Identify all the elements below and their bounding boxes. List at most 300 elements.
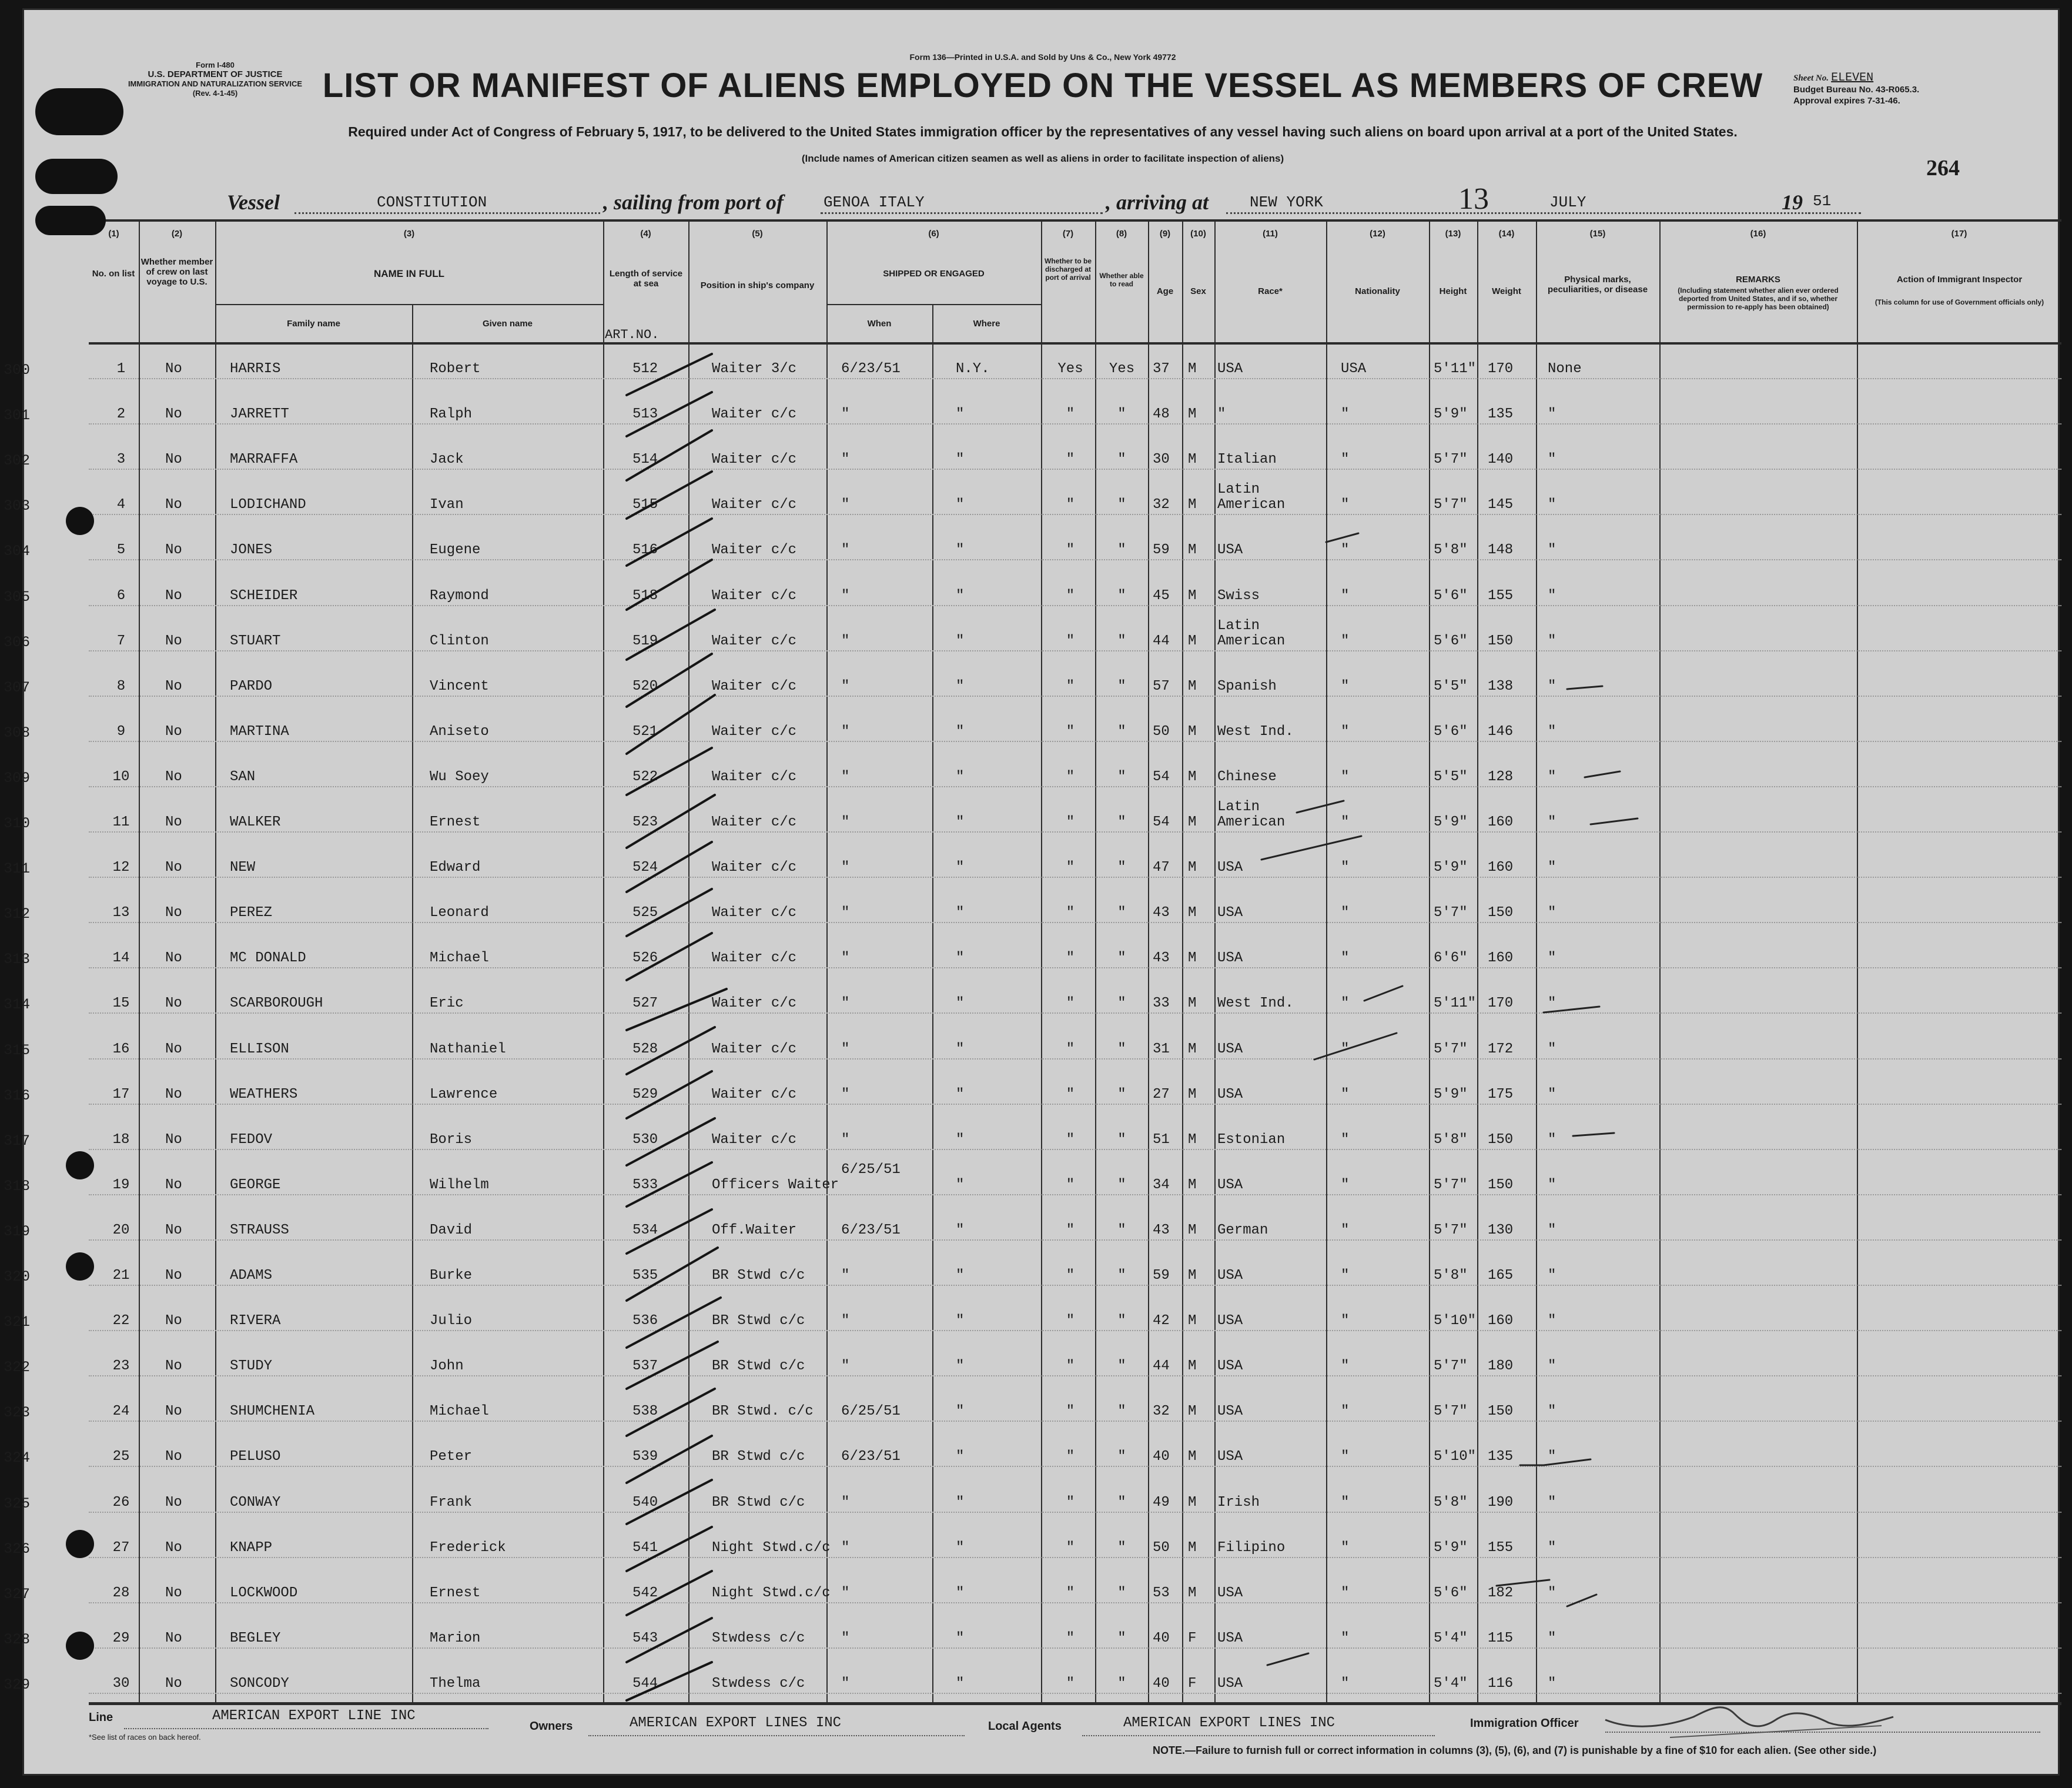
- annotation-marks: [1214, 342, 1685, 1706]
- cell-ref: 312: [4, 905, 31, 923]
- cell-sex: M: [1188, 1177, 1197, 1193]
- cell-sex: M: [1188, 633, 1197, 649]
- cell-family: GEORGE: [230, 1177, 281, 1193]
- cell-age: 44: [1153, 633, 1170, 649]
- cell-weight: 150: [1488, 633, 1514, 649]
- cell-age: 44: [1153, 1358, 1170, 1375]
- cell-family: FEDOV: [230, 1131, 273, 1148]
- cell-read: ": [1117, 768, 1126, 785]
- manifest-sheet: [4, 8, 2060, 1776]
- cell-read: ": [1117, 1449, 1126, 1465]
- cell-age: 40: [1153, 1630, 1170, 1646]
- cell-height: 5'5": [1434, 768, 1468, 785]
- arrival-month: JULY: [1549, 193, 1586, 211]
- cell-age: 42: [1153, 1313, 1170, 1329]
- cell-given: Michael: [430, 950, 489, 967]
- cell-no: 30: [112, 1675, 130, 1692]
- table-row: [4, 387, 2061, 433]
- cell-marks: ": [1548, 1313, 1556, 1329]
- cell-given: Raymond: [430, 587, 489, 604]
- cell-height: 5'8": [1434, 1131, 1468, 1148]
- cell-when: ": [841, 905, 850, 921]
- cell-sex: M: [1188, 1539, 1197, 1556]
- cell-last: No: [165, 587, 182, 604]
- cell-when: ": [841, 1131, 850, 1148]
- cell-height: 5'7": [1434, 1403, 1468, 1420]
- cell-last: No: [165, 361, 182, 377]
- cell-no: 29: [112, 1630, 130, 1646]
- cell-read: ": [1117, 1041, 1126, 1057]
- cell-no: 8: [116, 678, 126, 694]
- cell-art: 537: [632, 1358, 658, 1375]
- cell-marks: ": [1548, 542, 1556, 559]
- cell-marks: ": [1548, 1630, 1556, 1646]
- cell-nat: ": [1341, 1131, 1350, 1148]
- cell-ref: 328: [4, 1630, 31, 1648]
- cell-pos: Officers Waiter: [712, 1177, 839, 1193]
- cell-race: Latin American: [1217, 799, 1286, 831]
- cell-pos: Waiter 3/c: [712, 361, 797, 377]
- col-num-5: (5): [752, 229, 763, 239]
- cell-last: No: [165, 406, 182, 423]
- cell-race: USA: [1217, 1358, 1243, 1375]
- page-number: 264: [1926, 156, 1960, 181]
- cell-given: Boris: [430, 1131, 473, 1148]
- table-row: [4, 931, 2061, 977]
- header-given-name: Given name: [482, 319, 533, 329]
- cell-height: 5'6": [1434, 633, 1468, 649]
- cell-sex: M: [1188, 452, 1197, 468]
- cell-no: 18: [112, 1131, 130, 1148]
- approval-expiry: Approval expires 7-31-46.: [1793, 96, 1900, 106]
- cell-disch: ": [1066, 995, 1075, 1012]
- cell-nat: ": [1341, 452, 1350, 468]
- table-row: [4, 660, 2061, 705]
- cell-nat: ": [1341, 1494, 1350, 1510]
- table-row: [4, 1294, 2061, 1339]
- cell-ref: 326: [4, 1540, 31, 1558]
- cell-no: 13: [112, 905, 130, 921]
- cell-family: LODICHAND: [230, 497, 306, 513]
- budget-bureau: Budget Bureau No. 43-R065.3.: [1793, 85, 1920, 95]
- cell-nat: ": [1341, 860, 1350, 876]
- cell-where: N.Y.: [956, 361, 990, 377]
- header-art-no: ART.NO.: [605, 327, 660, 342]
- cell-given: Eugene: [430, 542, 481, 559]
- officer-signature: [1599, 1685, 1905, 1749]
- table-row: [4, 1022, 2061, 1068]
- cell-family: PELUSO: [230, 1449, 281, 1465]
- cell-art: 526: [632, 950, 658, 967]
- cell-family: BEGLEY: [230, 1630, 281, 1646]
- header-inspector-note: (This column for use of Government officials only): [1874, 298, 2044, 306]
- local-agents-value: AMERICAN EXPORT LINES INC: [1123, 1715, 1335, 1731]
- cell-marks: ": [1548, 678, 1556, 694]
- cell-sex: M: [1188, 587, 1197, 604]
- cell-marks: ": [1548, 633, 1556, 649]
- cell-when: ": [841, 1630, 850, 1646]
- cell-last: No: [165, 1494, 182, 1510]
- col-num-8: (8): [1116, 229, 1127, 239]
- cell-marks: ": [1548, 814, 1556, 831]
- cell-pos: Waiter c/c: [712, 950, 797, 967]
- vessel-label: Vessel: [227, 191, 280, 214]
- cell-nat: ": [1341, 587, 1350, 604]
- sailing-label: , sailing from port of: [603, 191, 784, 214]
- table-row: [4, 1204, 2061, 1249]
- cell-family: WEATHERS: [230, 1086, 298, 1102]
- col-num-9: (9): [1159, 229, 1171, 239]
- cell-disch: ": [1066, 587, 1075, 604]
- sheet-number-line: [1793, 72, 2040, 84]
- col-num-13: (13): [1445, 229, 1461, 239]
- cell-pos: Night Stwd.c/c: [712, 1585, 831, 1601]
- cell-marks: ": [1548, 768, 1556, 785]
- cell-last: No: [165, 678, 182, 694]
- cell-last: No: [165, 1041, 182, 1057]
- printer-line: Form 136—Printed in U.S.A. and Sold by Uns & Co., New York 49772: [909, 52, 1176, 62]
- cell-family: SAN: [230, 768, 256, 785]
- cell-art: 533: [632, 1177, 658, 1193]
- cell-nat: ": [1341, 1358, 1350, 1375]
- cell-nat: USA: [1341, 361, 1367, 377]
- cell-disch: ": [1066, 1268, 1075, 1284]
- cell-given: Peter: [430, 1449, 473, 1465]
- table-row: [4, 1339, 2061, 1385]
- cell-sex: M: [1188, 542, 1197, 559]
- cell-pos: BR Stwd c/c: [712, 1449, 805, 1465]
- cell-where: ": [956, 406, 965, 423]
- cell-height: 5'9": [1434, 406, 1468, 423]
- cell-disch: ": [1066, 1313, 1075, 1329]
- cell-disch: ": [1066, 1131, 1075, 1148]
- cell-race: USA: [1217, 860, 1243, 876]
- cell-no: 1: [116, 361, 126, 377]
- cell-marks: ": [1548, 950, 1556, 967]
- cell-marks: ": [1548, 1268, 1556, 1284]
- cell-last: No: [165, 1403, 182, 1420]
- cell-when: ": [841, 1539, 850, 1556]
- cell-read: ": [1117, 1131, 1126, 1148]
- cell-ref: 320: [4, 1268, 31, 1286]
- cell-sex: M: [1188, 678, 1197, 694]
- cell-disch: ": [1066, 905, 1075, 921]
- cell-age: 32: [1153, 497, 1170, 513]
- cell-no: 6: [116, 587, 126, 604]
- cell-read: ": [1117, 1403, 1126, 1420]
- voyage-line: [227, 182, 1902, 219]
- cell-given: Nathaniel: [430, 1041, 506, 1057]
- cell-marks: ": [1548, 905, 1556, 921]
- cell-pos: Waiter c/c: [712, 678, 797, 694]
- cell-pos: Waiter c/c: [712, 1086, 797, 1102]
- cell-last: No: [165, 1268, 182, 1284]
- header-remarks: REMARKS: [1736, 275, 1780, 285]
- cell-given: Frank: [430, 1494, 473, 1510]
- cell-marks: ": [1548, 1222, 1556, 1238]
- cell-weight: 170: [1488, 361, 1514, 377]
- col-num-17: (17): [1951, 229, 1967, 239]
- header-shipped-engaged: SHIPPED OR ENGAGED: [883, 269, 985, 279]
- cell-sex: M: [1188, 1222, 1197, 1238]
- cell-art: 521: [632, 723, 658, 740]
- cell-disch: ": [1066, 1539, 1075, 1556]
- cell-last: No: [165, 1086, 182, 1102]
- cell-pos: Waiter c/c: [712, 1041, 797, 1057]
- cell-read: ": [1117, 497, 1126, 513]
- cell-no: 27: [112, 1539, 130, 1556]
- cell-weight: 140: [1488, 452, 1514, 468]
- cell-nat: ": [1341, 814, 1350, 831]
- cell-pos: Waiter c/c: [712, 905, 797, 921]
- col-num-14: (14): [1498, 229, 1515, 239]
- cell-weight: 128: [1488, 768, 1514, 785]
- cell-weight: 160: [1488, 1313, 1514, 1329]
- cell-where: ": [956, 1449, 965, 1465]
- cell-race: ": [1217, 406, 1226, 423]
- cell-age: 32: [1153, 1403, 1170, 1420]
- header-name-in-full: NAME IN FULL: [374, 268, 444, 279]
- cell-last: No: [165, 768, 182, 785]
- cell-read: ": [1117, 995, 1126, 1012]
- table-row: [4, 569, 2061, 614]
- cell-last: No: [165, 1358, 182, 1375]
- cell-disch: ": [1066, 1358, 1075, 1375]
- cell-sex: M: [1188, 860, 1197, 876]
- cell-race: USA: [1217, 1630, 1243, 1646]
- cell-marks: ": [1548, 1403, 1556, 1420]
- cell-weight: 175: [1488, 1086, 1514, 1102]
- cell-age: 50: [1153, 723, 1170, 740]
- cell-when: ": [841, 452, 850, 468]
- cell-weight: 160: [1488, 950, 1514, 967]
- cell-age: 54: [1153, 814, 1170, 831]
- cell-read: ": [1117, 1313, 1126, 1329]
- cell-disch: ": [1066, 406, 1075, 423]
- cell-no: 21: [112, 1268, 130, 1284]
- cell-nat: ": [1341, 1630, 1350, 1646]
- cell-read: ": [1117, 1630, 1126, 1646]
- cell-art: 516: [632, 542, 658, 559]
- cell-pos: Stwdess c/c: [712, 1675, 805, 1692]
- cell-ref: 313: [4, 951, 31, 968]
- cell-art: 515: [632, 497, 658, 513]
- cell-art: 539: [632, 1449, 658, 1465]
- cell-where: ": [956, 678, 965, 694]
- table-row: [4, 1521, 2061, 1566]
- cell-pos: Waiter c/c: [712, 452, 797, 468]
- cell-disch: ": [1066, 452, 1075, 468]
- cell-given: Lawrence: [430, 1086, 498, 1102]
- cell-pos: Waiter c/c: [712, 633, 797, 649]
- header-physical-marks: Physical marks, peculiarities, or disease: [1547, 275, 1648, 295]
- cell-where: ": [956, 1358, 965, 1375]
- cell-ref: 303: [4, 497, 31, 515]
- cell-weight: 148: [1488, 542, 1514, 559]
- cell-pos: Waiter c/c: [712, 860, 797, 876]
- cell-no: 10: [112, 768, 130, 785]
- cell-read: ": [1117, 1585, 1126, 1601]
- cell-read: ": [1117, 1177, 1126, 1193]
- header-height: Height: [1439, 286, 1467, 296]
- cell-weight: 190: [1488, 1494, 1514, 1510]
- cell-pos: Waiter c/c: [712, 542, 797, 559]
- cell-where: ": [956, 1177, 965, 1193]
- cell-race: USA: [1217, 950, 1243, 967]
- punch-hole: [66, 1151, 94, 1179]
- cell-nat: ": [1341, 1403, 1350, 1420]
- cell-disch: ": [1066, 1086, 1075, 1102]
- cell-age: 40: [1153, 1675, 1170, 1692]
- cell-pos: Waiter c/c: [712, 723, 797, 740]
- cell-marks: ": [1548, 497, 1556, 513]
- cell-art: 524: [632, 860, 658, 876]
- table-row: [4, 841, 2061, 886]
- cell-ref: 323: [4, 1404, 31, 1422]
- cell-given: John: [430, 1358, 464, 1375]
- cell-no: 11: [112, 814, 130, 831]
- cell-height: 5'6": [1434, 723, 1468, 740]
- cell-when: ": [841, 542, 850, 559]
- fine-note: NOTE.—Failure to furnish full or correct information in columns (3), (5), (6), and (7) is punishable by a fine of $10 for each alien. (See other side.): [1153, 1744, 1877, 1756]
- cell-disch: ": [1066, 1585, 1075, 1601]
- cell-given: Burke: [430, 1268, 473, 1284]
- cell-where: ": [956, 452, 965, 468]
- cell-read: Yes: [1109, 361, 1135, 377]
- header-last-voyage: Whether member of crew on last voyage to U.S.: [140, 257, 213, 287]
- cell-where: ": [956, 860, 965, 876]
- cell-age: 27: [1153, 1086, 1170, 1102]
- cell-marks: ": [1548, 587, 1556, 604]
- cell-sex: M: [1188, 406, 1197, 423]
- cell-race: USA: [1217, 542, 1243, 559]
- cell-last: No: [165, 995, 182, 1012]
- cell-no: 25: [112, 1449, 130, 1465]
- cell-art: 513: [632, 406, 658, 423]
- cell-marks: ": [1548, 406, 1556, 423]
- arrival-year: 51: [1813, 192, 1832, 210]
- cell-given: Aniseto: [430, 723, 489, 740]
- cell-height: 6'6": [1434, 950, 1468, 967]
- cell-pos: Waiter c/c: [712, 406, 797, 423]
- cell-where: ": [956, 633, 965, 649]
- cell-nat: ": [1341, 1539, 1350, 1556]
- cell-height: 5'8": [1434, 1494, 1468, 1510]
- cell-marks: ": [1548, 452, 1556, 468]
- header-length-of-service: Length of service at sea: [609, 269, 683, 289]
- cell-read: ": [1117, 1539, 1126, 1556]
- table-row: [4, 1612, 2061, 1657]
- cell-when: ": [841, 1313, 850, 1329]
- cell-ref: 329: [4, 1676, 31, 1693]
- cell-no: 12: [112, 860, 130, 876]
- cell-weight: 155: [1488, 1539, 1514, 1556]
- cell-when: ": [841, 950, 850, 967]
- cell-disch: Yes: [1057, 361, 1083, 377]
- cell-age: 48: [1153, 406, 1170, 423]
- punch-hole: [66, 1632, 94, 1660]
- cell-where: ": [956, 1222, 965, 1238]
- cell-art: 542: [632, 1585, 658, 1601]
- cell-when: ": [841, 1675, 850, 1692]
- cell-race: Irish: [1217, 1494, 1260, 1510]
- cell-height: 5'7": [1434, 905, 1468, 921]
- cell-when: ": [841, 497, 850, 513]
- cell-age: 47: [1153, 860, 1170, 876]
- cell-art: 514: [632, 452, 658, 468]
- cell-family: SONCODY: [230, 1675, 289, 1692]
- cell-weight: 155: [1488, 587, 1514, 604]
- cell-art: 530: [632, 1131, 658, 1148]
- table-row: [4, 614, 2061, 660]
- cell-height: 5'9": [1434, 814, 1468, 831]
- cell-ref: 311: [4, 860, 31, 878]
- table-row: [4, 796, 2061, 841]
- cell-when: ": [841, 406, 850, 423]
- cell-no: 14: [112, 950, 130, 967]
- cell-nat: ": [1341, 542, 1350, 559]
- col-num-6: (6): [928, 229, 939, 239]
- cell-read: ": [1117, 950, 1126, 967]
- cell-read: ": [1117, 1494, 1126, 1510]
- cell-art: 525: [632, 905, 658, 921]
- cell-age: 43: [1153, 905, 1170, 921]
- cell-where: ": [956, 497, 965, 513]
- cell-ref: 315: [4, 1041, 31, 1059]
- header-family-name: Family name: [287, 319, 340, 329]
- cell-family: JARRETT: [230, 406, 289, 423]
- cell-family: MARTINA: [230, 723, 289, 740]
- cell-when: 6/23/51: [841, 1449, 901, 1465]
- col-num-4: (4): [640, 229, 651, 239]
- header-when: When: [867, 319, 892, 329]
- cell-where: ": [956, 587, 965, 604]
- table-row: [4, 1476, 2061, 1521]
- cell-height: 5'7": [1434, 1177, 1468, 1193]
- cell-age: 45: [1153, 587, 1170, 604]
- cell-height: 5'7": [1434, 1222, 1468, 1238]
- cell-given: David: [430, 1222, 473, 1238]
- cell-age: 59: [1153, 542, 1170, 559]
- cell-ref: 321: [4, 1314, 31, 1331]
- cell-last: No: [165, 497, 182, 513]
- cell-race: USA: [1217, 1268, 1243, 1284]
- cell-read: ": [1117, 1086, 1126, 1102]
- cell-sex: M: [1188, 1585, 1197, 1601]
- cell-read: ": [1117, 1268, 1126, 1284]
- cell-read: ": [1117, 723, 1126, 740]
- cell-age: 50: [1153, 1539, 1170, 1556]
- cell-age: 43: [1153, 950, 1170, 967]
- table-row: [4, 886, 2061, 931]
- cell-art: 528: [632, 1041, 658, 1057]
- cell-when: ": [841, 1358, 850, 1375]
- cell-where: ": [956, 1131, 965, 1148]
- check-marks: [603, 342, 738, 1706]
- cell-art: 543: [632, 1630, 658, 1646]
- line-label: Line: [89, 1711, 113, 1724]
- cell-read: ": [1117, 678, 1126, 694]
- cell-given: Clinton: [430, 633, 489, 649]
- cell-marks: ": [1548, 1449, 1556, 1465]
- arriving-label: , arriving at: [1106, 191, 1209, 214]
- cell-disch: ": [1066, 678, 1075, 694]
- cell-nat: ": [1341, 905, 1350, 921]
- cell-age: 30: [1153, 452, 1170, 468]
- cell-pos: Stwdess c/c: [712, 1630, 805, 1646]
- header-weight: Weight: [1492, 286, 1521, 296]
- cell-last: No: [165, 950, 182, 967]
